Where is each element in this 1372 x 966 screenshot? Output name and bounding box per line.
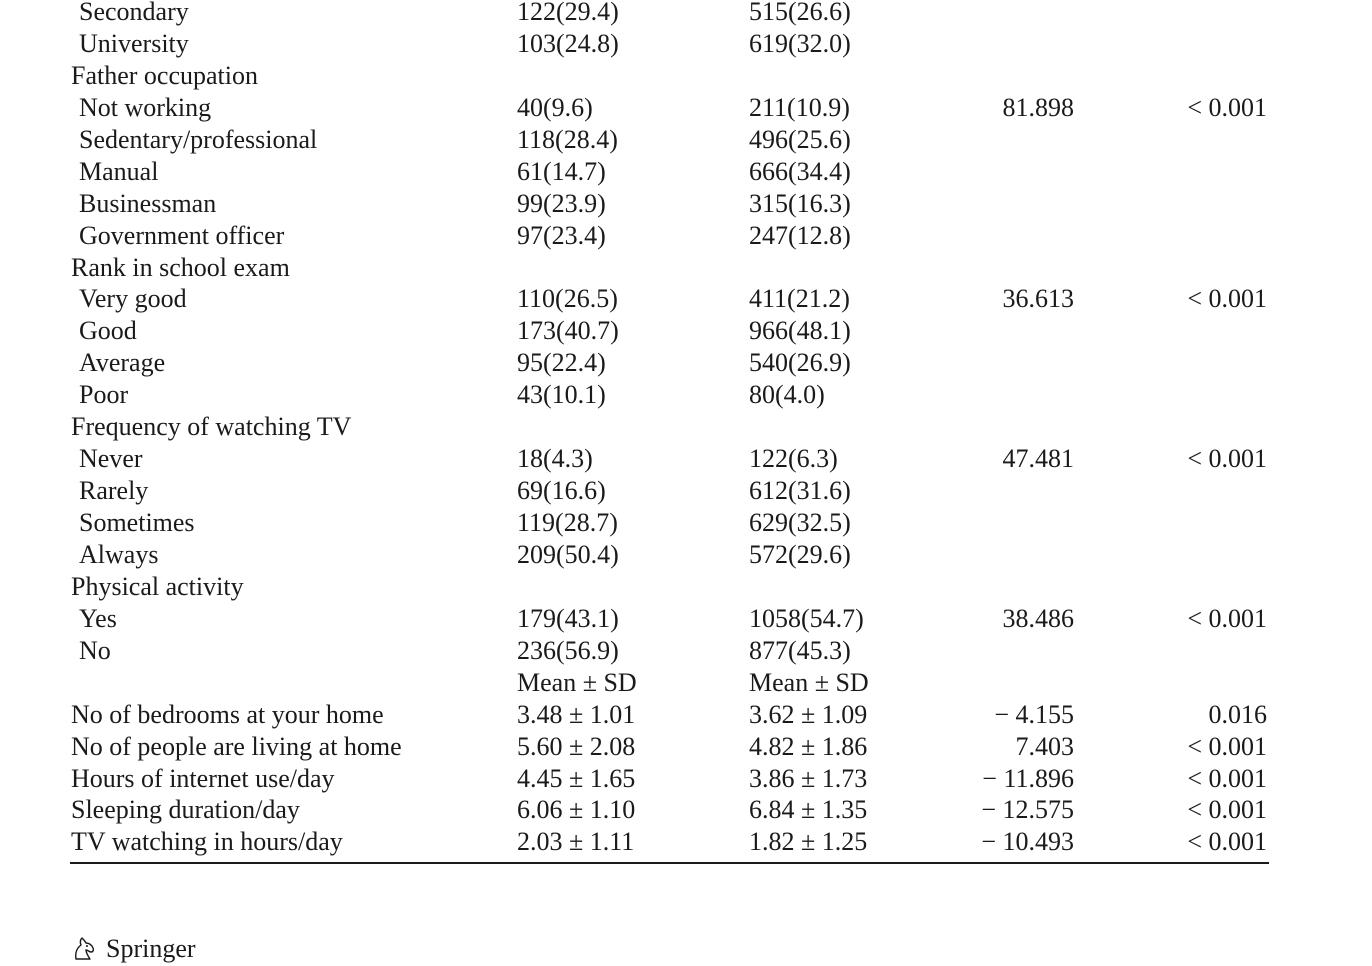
group1-value: 61(14.7) [517,156,606,186]
table-subrow [0,443,1372,475]
group2-value: 666(34.4) [749,156,851,186]
row-label: Government officer [79,220,285,250]
row-label: Always [79,539,159,569]
group2-value: 411(21.2) [749,284,850,314]
group1-value: 5.60 ± 2.08 [517,731,636,761]
table-subrow [0,315,1372,347]
row-label: Sleeping duration/day [71,795,300,825]
table-subrow [0,124,1372,156]
group1-value: 173(40.7) [517,316,619,346]
group2-value: 1.82 ± 1.25 [749,827,868,857]
test-statistic: − 4.155 [994,699,1074,729]
table-row [0,826,1372,858]
group2-value: 122(6.3) [749,444,838,474]
p-value: < 0.001 [1187,603,1267,633]
group1-value: 6.06 ± 1.10 [517,795,636,825]
table-subrow [0,283,1372,315]
group2-value: 966(48.1) [749,316,851,346]
row-label: Hours of internet use/day [71,763,335,793]
table-row [0,699,1372,731]
row-label: Average [79,348,166,378]
table-subrow [0,635,1372,667]
row-label: Very good [79,284,187,314]
group2-value: Mean ± SD [749,667,869,697]
row-label: Not working [79,92,212,122]
group1-value: 119(28.7) [517,508,618,537]
group2-value: 612(31.6) [749,476,851,506]
table-subrow [0,539,1372,571]
group1-value: 122(29.4) [517,0,619,26]
table-row [0,571,1372,603]
table-subrow [0,156,1372,188]
group1-value: 4.45 ± 1.65 [517,763,636,793]
table-subrow [0,220,1372,252]
group2-value: 629(32.5) [749,508,851,537]
row-label: Secondary [79,0,189,26]
row-label: No of bedrooms at your home [71,699,384,729]
table-subrow [0,507,1372,539]
group1-value: 69(16.6) [517,476,606,506]
group2-value: 496(25.6) [749,124,851,154]
group1-value: 97(23.4) [517,220,606,250]
table-subrow [0,475,1372,507]
group2-value: 572(29.6) [749,539,851,569]
group1-value: 18(4.3) [517,444,593,474]
row-label: Poor [79,380,129,410]
p-value: < 0.001 [1187,92,1267,122]
row-label: Manual [79,156,159,186]
group2-value: 6.84 ± 1.35 [749,795,868,825]
row-label: TV watching in hours/day [71,827,343,857]
group1-value: 118(28.4) [517,124,618,154]
group1-value: 110(26.5) [517,284,618,314]
row-label: No of people are living at home [71,731,402,761]
table-subrow [0,0,1372,28]
p-value: < 0.001 [1187,795,1267,825]
row-label: Sedentary/professional [79,124,318,154]
group2-value: 877(45.3) [749,635,851,665]
group2-value: 80(4.0) [749,380,825,410]
table-row [0,731,1372,763]
p-value: < 0.001 [1187,763,1267,793]
group1-value: 2.03 ± 1.11 [517,827,635,857]
group1-value: 43(10.1) [517,380,606,410]
group1-value: 179(43.1) [517,603,619,633]
table-subrow [0,379,1372,411]
test-statistic: 36.613 [1002,284,1074,314]
row-label: Yes [79,603,117,633]
row-label: Frequency of watching TV [71,412,352,442]
table-row [0,411,1372,443]
group1-value: Mean ± SD [517,667,637,697]
table-subrow [0,92,1372,124]
row-label: Rarely [79,476,149,506]
table-row [0,252,1372,284]
group2-value: 540(26.9) [749,348,851,378]
row-label: Never [79,444,143,474]
table-subrow [0,28,1372,60]
group1-value: 3.48 ± 1.01 [517,699,636,729]
group1-value: 209(50.4) [517,539,619,569]
table-row [0,60,1372,92]
table-row [0,667,1372,699]
test-statistic: 81.898 [1002,92,1074,122]
group2-value: 211(10.9) [749,92,850,122]
row-label: Physical activity [71,571,244,601]
p-value: < 0.001 [1187,444,1267,474]
publisher-footer [70,932,196,966]
group1-value: 40(9.6) [517,92,593,122]
row-label: Rank in school exam [71,252,290,282]
group2-value: 247(12.8) [749,220,851,250]
group2-value: 3.62 ± 1.09 [749,699,868,729]
group1-value: 95(22.4) [517,348,606,378]
table-bottom-rule [70,862,1269,864]
group1-value: 99(23.9) [517,188,606,218]
p-value: 0.016 [1208,699,1267,729]
test-statistic: 38.486 [1002,603,1074,633]
test-statistic: − 12.575 [981,795,1074,825]
row-label: Father occupation [71,60,258,90]
group2-value: 515(26.6) [749,0,851,26]
row-label: Businessman [79,188,217,218]
test-statistic: − 11.896 [982,763,1074,793]
p-value: < 0.001 [1187,284,1267,314]
group2-value: 4.82 ± 1.86 [749,731,868,761]
group1-value: 103(24.8) [517,28,619,58]
row-label: Good [79,316,137,346]
table-subrow [0,347,1372,379]
row-label: Sometimes [79,508,195,537]
group2-value: 315(16.3) [749,188,851,218]
table-subrow [0,603,1372,635]
group2-value: 619(32.0) [749,28,851,58]
group1-value: 236(56.9) [517,635,619,665]
test-statistic: 47.481 [1002,444,1074,474]
row-label: No [79,635,111,665]
table-row [0,794,1372,826]
publisher-name: Springer [106,934,196,963]
table-row [0,763,1372,795]
springer-horse-icon [70,935,98,963]
test-statistic: 7.403 [1015,731,1074,761]
table-subrow [0,188,1372,220]
test-statistic: − 10.493 [981,827,1074,857]
group2-value: 1058(54.7) [749,603,864,633]
group2-value: 3.86 ± 1.73 [749,763,868,793]
p-value: < 0.001 [1187,827,1267,857]
row-label: University [79,28,189,58]
p-value: < 0.001 [1187,731,1267,761]
